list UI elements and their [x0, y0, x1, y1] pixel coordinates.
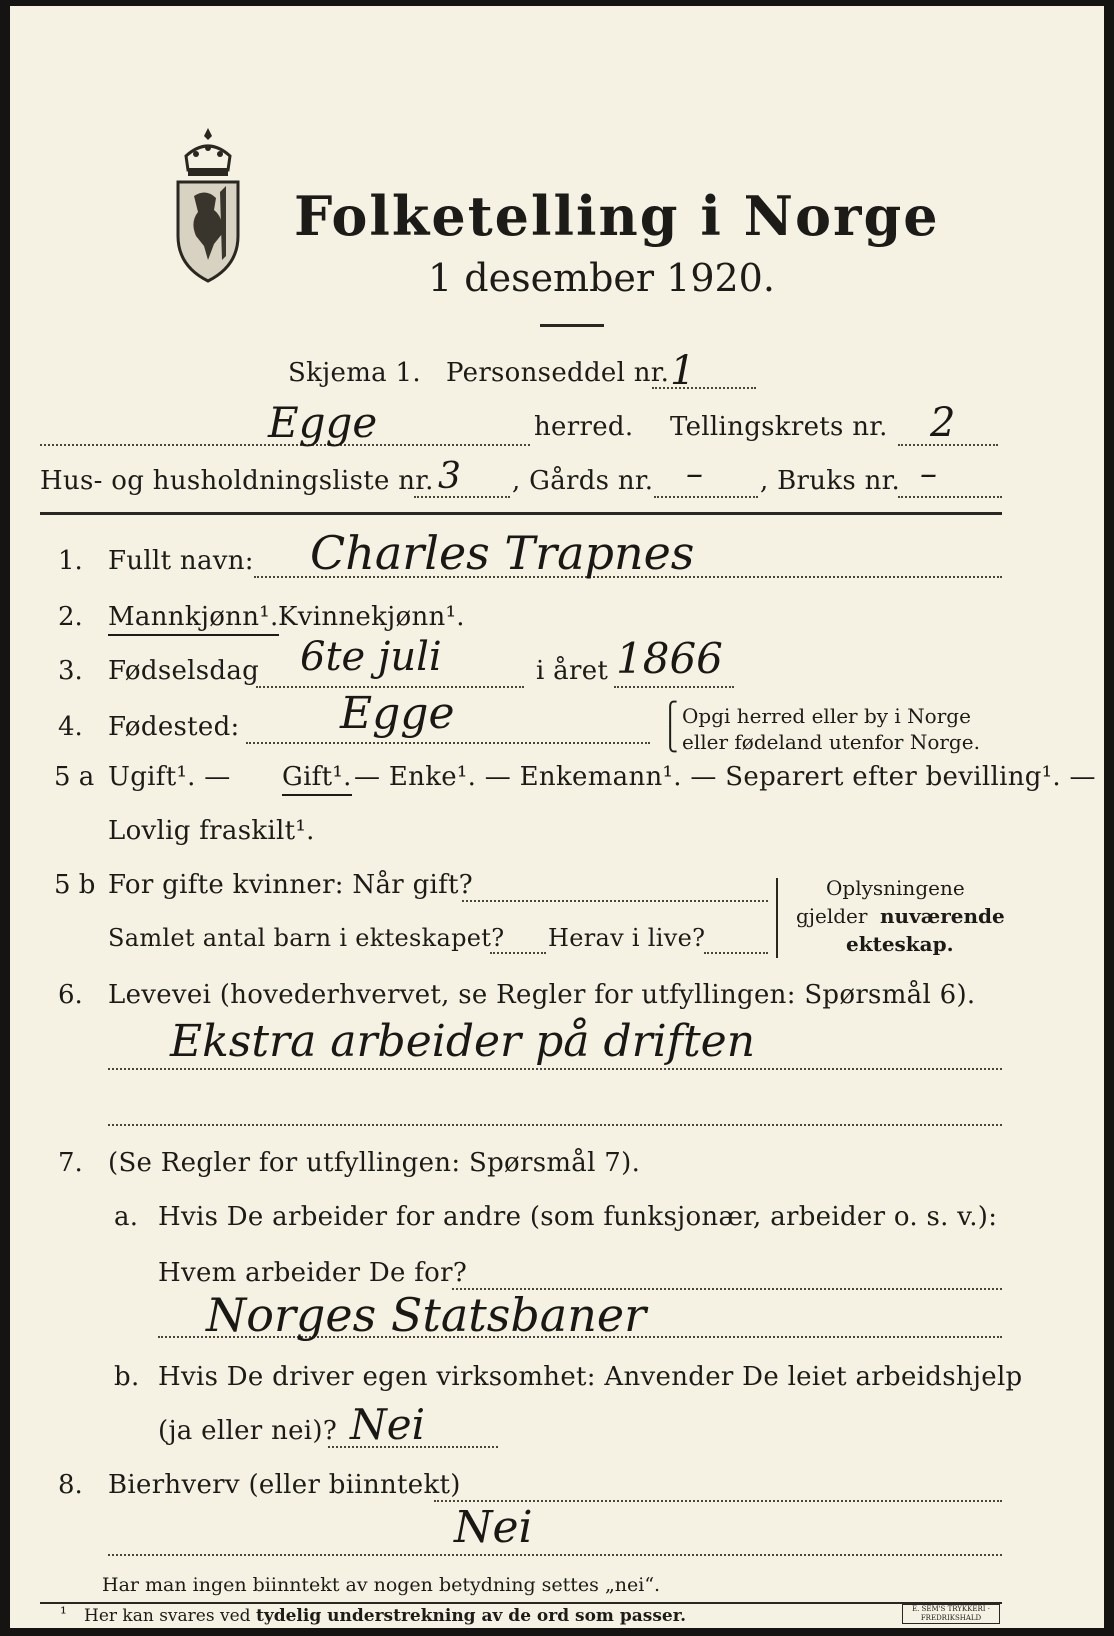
q4-label: Fødested: — [108, 712, 240, 742]
footnote-text-b: tydelig understrekning av de ord som passer. — [256, 1606, 687, 1626]
birthplace-value: Egge — [340, 688, 455, 739]
q4-note-brace-top: ⎧ — [662, 702, 679, 727]
q8-label: Bierhverv (eller biinntekt) — [108, 1470, 461, 1500]
gaards-line — [654, 496, 758, 498]
bruks-label: , Bruks nr. — [760, 466, 901, 496]
q5b-note-line2a: gjelder — [796, 904, 868, 928]
husliste-line — [414, 496, 510, 498]
herred-label: herred. — [534, 412, 634, 442]
birth-year-value: 1866 — [616, 634, 723, 683]
gaards-value: – — [686, 454, 703, 494]
full-name-value: Charles Trapnes — [310, 526, 695, 580]
q4-line — [246, 742, 650, 744]
tellingskrets-label: Tellingskrets nr. — [670, 412, 888, 442]
q4-note-brace-bottom: ⎩ — [662, 728, 679, 753]
status-married-underlined: Gift¹. — [282, 762, 352, 796]
q7b-question: Hvis De driver egen virksomhet: Anvender De leiet arbeidshjelp — [158, 1362, 1023, 1392]
q3-number: 3. — [58, 656, 83, 686]
q5b-line2b — [704, 952, 768, 954]
form-title: Folketelling i Norge — [294, 184, 940, 248]
census-form-page — [10, 6, 1104, 1628]
q1-label: Fullt navn: — [108, 546, 254, 576]
q5b-line2a — [490, 952, 546, 954]
q5b-note-brace — [776, 878, 780, 958]
q4-number: 4. — [58, 712, 83, 742]
q5a-number: 5 a — [54, 762, 95, 792]
employer-value: Norges Statsbaner — [206, 1288, 647, 1342]
sex-female: Kvinnekjønn¹. — [278, 602, 465, 632]
q7-label: (Se Regler for utfyllingen: Spørsmål 7). — [108, 1148, 641, 1178]
footnote-rule — [40, 1602, 1002, 1604]
q2-number: 2. — [58, 602, 83, 632]
personseddel-line — [652, 387, 756, 389]
herred-value: Egge — [268, 398, 378, 447]
q5b-children-alive: Herav i live? — [548, 924, 706, 952]
q3-year-line — [614, 686, 734, 688]
q8-line2 — [108, 1554, 1002, 1556]
q6-line1 — [108, 1068, 1002, 1070]
sex-male-underlined: Mannkjønn¹. — [108, 602, 279, 636]
schema-label: Skjema 1. — [288, 358, 421, 388]
q6-line2 — [108, 1124, 1002, 1126]
q7b-yes-no-label: (ja eller nei)? — [158, 1416, 338, 1446]
q7a-employer-label: Hvem arbeider De for? — [158, 1258, 468, 1288]
q5b-married-when: For gifte kvinner: Når gift? — [108, 870, 474, 900]
q3-label: Fødselsdag — [108, 656, 260, 686]
occupation-value: Ekstra arbeider på driften — [170, 1016, 756, 1067]
secondary-income-value: Nei — [454, 1502, 533, 1553]
status-unmarried: Ugift¹. — — [108, 762, 231, 792]
q6-number: 6. — [58, 980, 83, 1010]
q6-label: Levevei (hovederhvervet, se Regler for utfyllingen: Spørsmål 6). — [108, 980, 976, 1010]
q5b-note-line2b: nuværende — [880, 904, 1005, 928]
q5b-note-line3: ekteskap. — [846, 932, 954, 956]
q4-note-line2: eller fødeland utenfor Norge. — [682, 730, 980, 754]
personseddel-label: Personseddel nr. — [446, 358, 670, 388]
tellingskrets-value: 2 — [930, 400, 956, 446]
q5b-note-line1: Oplysningene — [826, 876, 965, 900]
header-rule — [40, 512, 1002, 515]
status-others: — Enke¹. — Enkemann¹. — Separert efter bevilling¹. — — [354, 762, 1096, 792]
status-divorced: Lovlig fraskilt¹. — [108, 816, 315, 846]
title-divider — [540, 324, 604, 327]
census-date: 1 desember 1920. — [428, 256, 775, 300]
bruks-value: – — [920, 454, 937, 494]
q7a-letter: a. — [114, 1202, 139, 1232]
bruks-line — [898, 496, 1002, 498]
q7b-letter: b. — [114, 1362, 140, 1392]
q5b-line1 — [462, 900, 768, 902]
income-hint: Har man ingen biinntekt av nogen betydning settes „nei“. — [102, 1574, 661, 1596]
q4-note-line1: Opgi herred eller by i Norge — [682, 704, 971, 728]
coat-of-arms-icon — [168, 126, 248, 286]
q7a-question: Hvis De arbeider for andre (som funksjonær, arbeider o. s. v.): — [158, 1202, 998, 1232]
q1-number: 1. — [58, 546, 83, 576]
q5b-number: 5 b — [54, 870, 96, 900]
q5b-children-total: Samlet antal barn i ekteskapet? — [108, 924, 505, 952]
husliste-value: 3 — [438, 456, 461, 497]
q3-year-label: i året — [536, 656, 609, 686]
hired-help-value: Nei — [350, 1400, 426, 1449]
printer-stamp: E. SEM'S TRYKKERI · FREDRIKSHALD — [902, 1604, 1000, 1624]
footnote-text-a: Her kan svares ved — [84, 1606, 251, 1626]
q7-number: 7. — [58, 1148, 83, 1178]
husliste-label: Hus- og husholdningsliste nr. — [40, 466, 434, 496]
gaards-label: , Gårds nr. — [512, 466, 654, 496]
footnote-mark: ¹ — [60, 1604, 67, 1624]
personseddel-value: 1 — [670, 348, 696, 394]
birthday-value: 6te juli — [300, 634, 442, 680]
q8-number: 8. — [58, 1470, 83, 1500]
